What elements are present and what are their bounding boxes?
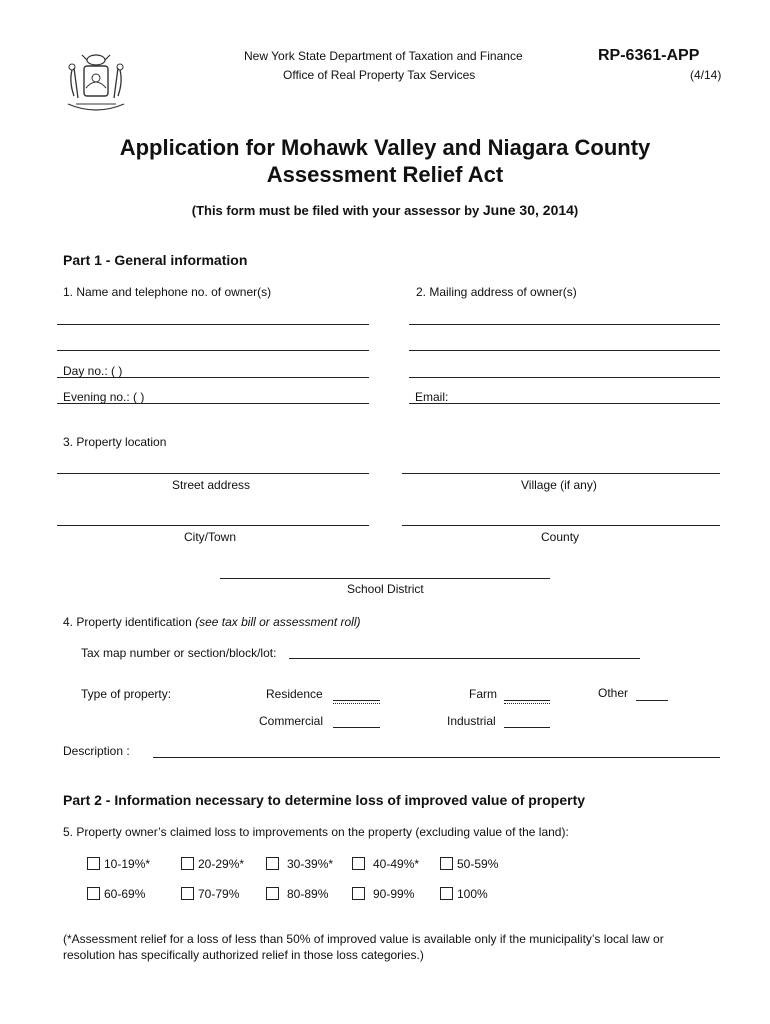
owner-name-label: 1. Name and telephone no. of owner(s) [63,285,272,299]
checkbox-icon [266,857,279,870]
farm-label: Farm [469,687,497,701]
agency-name: New York State Department of Taxation and Finance [244,49,523,63]
part2-heading: Part 2 - Information necessary to determine loss of improved value of property [63,792,586,808]
residence-field-guide [333,703,380,704]
loss-checkbox-80-89[interactable]: 80-89% [266,887,328,901]
city-town-field[interactable] [57,525,369,526]
loss-checkbox-30-39[interactable]: 30-39%* [266,857,333,871]
checkbox-icon [87,887,100,900]
mailing-address-label: 2. Mailing address of owner(s) [416,285,577,299]
checkbox-icon [87,857,100,870]
filing-deadline: (This form must be filed with your assessor by June 30, 2014) [191,202,579,218]
loss-checkbox-10-19[interactable]: 10-19%* [87,857,150,871]
industrial-label: Industrial [447,714,496,728]
checkbox-icon [266,887,279,900]
nys-seal-icon [62,50,130,116]
industrial-field[interactable] [504,727,550,728]
email-field[interactable] [409,403,720,404]
owner-name-line-1[interactable] [57,324,369,325]
mailing-address-line-1[interactable] [409,324,720,325]
type-of-property-label: Type of property: [81,687,172,701]
other-label: Other [598,686,629,700]
mailing-address-line-3[interactable] [409,377,720,378]
checkbox-icon [181,857,194,870]
owner-name-line-2[interactable] [57,350,369,351]
loss-checkbox-70-79[interactable]: 70-79% [181,887,239,901]
loss-checkbox-50-59[interactable]: 50-59% [440,857,498,871]
loss-checkbox-90-99[interactable]: 90-99% [352,887,414,901]
loss-checkbox-40-49[interactable]: 40-49%* [352,857,419,871]
county-label: County [541,530,580,544]
property-location-label: 3. Property location [63,435,167,449]
farm-field[interactable] [504,700,550,701]
form-title-line1: Application for Mohawk Valley and Niagara County [119,135,651,160]
claimed-loss-label: 5. Property owner’s claimed loss to improvements on the property (excluding value of the land): [63,825,569,839]
school-district-field[interactable] [220,578,550,579]
loss-checkbox-60-69[interactable]: 60-69% [87,887,145,901]
form-date: (4/14) [690,68,722,82]
commercial-label: Commercial [259,714,324,728]
checkbox-icon [352,857,365,870]
day-phone-field[interactable] [57,377,369,378]
office-name: Office of Real Property Tax Services [283,68,476,82]
checkbox-icon [440,857,453,870]
footnote-line2: resolution has specifically authorized relief in those loss categories.) [63,948,424,962]
other-field[interactable] [636,700,668,701]
residence-label: Residence [266,687,323,701]
part1-heading: Part 1 - General information [63,252,248,268]
evening-phone-label: Evening no.: ( ) [63,390,145,404]
evening-phone-field[interactable] [57,403,369,404]
email-label: Email: [415,390,449,404]
checkbox-icon [440,887,453,900]
tax-map-label: Tax map number or section/block/lot: [81,646,277,660]
city-town-label: City/Town [184,530,237,544]
loss-checkbox-100[interactable]: 100% [440,887,488,901]
street-address-field[interactable] [57,473,369,474]
street-address-label: Street address [172,478,251,492]
farm-field-guide [504,703,550,704]
form-number: RP-6361-APP [598,47,700,64]
description-field[interactable] [153,757,720,758]
property-id-label: 4. Property identification (see tax bill or assessment roll) [63,615,361,629]
village-label: Village (if any) [521,478,597,492]
village-field[interactable] [402,473,720,474]
day-phone-label: Day no.: ( ) [63,364,123,378]
school-district-label: School District [347,582,424,596]
checkbox-icon [181,887,194,900]
footnote-line1: (*Assessment relief for a loss of less than 50% of improved value is available only if the municipality’s local law or [63,932,664,946]
property-id-note: (see tax bill or assessment roll) [195,615,361,629]
commercial-field[interactable] [333,727,380,728]
residence-field[interactable] [333,700,380,701]
county-field[interactable] [402,525,720,526]
checkbox-icon [352,887,365,900]
mailing-address-line-2[interactable] [409,350,720,351]
loss-checkbox-20-29[interactable]: 20-29%* [181,857,244,871]
tax-map-field[interactable] [289,658,640,659]
description-label: Description : [63,744,130,758]
form-title-line2: Assessment Relief Act [266,162,504,187]
